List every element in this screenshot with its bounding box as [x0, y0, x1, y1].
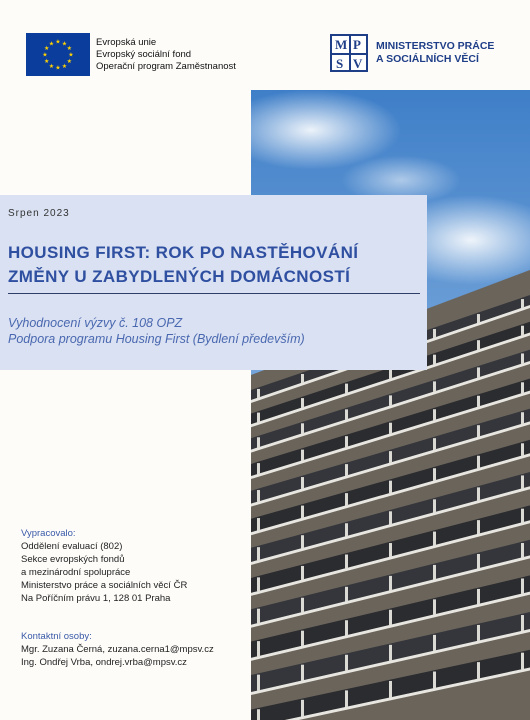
title-divider — [8, 293, 420, 294]
window-frame — [477, 554, 480, 569]
eu-flag-icon — [26, 33, 90, 76]
window-frame — [257, 389, 260, 398]
window-frame — [257, 413, 260, 423]
window-frame — [301, 665, 304, 681]
window-frame — [301, 423, 304, 433]
mpsv-mark-icon — [330, 34, 368, 72]
eu-line-1: Evropská unie — [96, 36, 157, 48]
report-subtitle — [8, 315, 305, 347]
eu-star-icon: ★ — [61, 41, 68, 48]
window-frame — [477, 456, 480, 469]
mpsv-mark-s: S — [336, 56, 344, 71]
window-frame — [345, 655, 348, 671]
window-frame — [345, 464, 348, 476]
window-frame — [389, 681, 392, 698]
window-frame — [345, 436, 348, 447]
window-frame — [389, 543, 392, 557]
window-frame — [433, 635, 436, 651]
window-frame — [345, 409, 348, 419]
window-frame — [477, 314, 480, 323]
window-frame — [389, 481, 392, 494]
window-frame — [257, 641, 260, 656]
eu-star-icon: ★ — [42, 52, 48, 59]
window-frame — [521, 615, 524, 631]
title-line-1: HOUSING FIRST: ROK PO NASTĚHOVÁNÍ — [8, 243, 359, 262]
window-frame — [301, 477, 304, 489]
window-frame — [345, 384, 348, 394]
mpsv-mark-v: V — [353, 56, 363, 71]
mpsv-logo — [330, 34, 494, 72]
window-frame — [345, 554, 348, 568]
window-frame — [345, 587, 348, 602]
window-frame — [433, 532, 436, 546]
window-frame — [477, 340, 480, 350]
window-frame — [257, 709, 260, 720]
report-date: Srpen 2023 — [8, 208, 70, 219]
eu-star-icon: ★ — [55, 65, 61, 72]
window-frame — [257, 518, 260, 531]
window-frame — [257, 577, 260, 591]
window-frame — [257, 547, 260, 560]
window-frame — [521, 653, 524, 670]
title-line-2: ZMĚNY U ZABYDLENÝCH DOMÁCNOSTÍ — [8, 267, 351, 286]
mpsv-mark-m: M — [335, 37, 348, 52]
window-frame — [521, 443, 524, 456]
window-frame — [301, 631, 304, 646]
mpsv-line-1: MINISTERSTVO PRÁCE — [376, 40, 495, 52]
window-frame — [477, 367, 480, 377]
window-frame — [389, 423, 392, 434]
prepared-line: a mezinárodní spolupráce — [21, 567, 131, 578]
contact-persons — [21, 630, 214, 669]
window-frame — [301, 700, 304, 717]
eu-star-icon: ★ — [48, 41, 55, 48]
window-frame — [257, 675, 260, 691]
contacts-label: Kontaktní osoby: — [21, 631, 92, 642]
window-frame — [477, 520, 480, 534]
window-frame — [257, 437, 260, 447]
window-frame — [389, 576, 392, 591]
window-frame — [521, 509, 524, 523]
mpsv-name — [376, 40, 494, 66]
eu-text — [96, 37, 236, 73]
prepared-line: Ministerstvo práce a sociálních věcí ČR — [21, 580, 188, 591]
eu-star-icon: ★ — [44, 59, 50, 66]
window-frame — [433, 381, 436, 391]
prepared-line: Oddělení evaluací (802) — [21, 541, 123, 552]
window-frame — [477, 662, 480, 679]
eu-line-3: Operační program Zaměstnanost — [96, 60, 236, 72]
window-frame — [521, 353, 524, 363]
window-frame — [521, 382, 524, 393]
window-frame — [301, 566, 304, 580]
window-frame — [521, 326, 524, 336]
window-frame — [345, 690, 348, 707]
window-frame — [521, 299, 524, 308]
window-frame — [521, 578, 524, 593]
building-photo — [251, 90, 530, 720]
window-frame — [477, 425, 480, 437]
window-frame — [301, 374, 304, 383]
window-frame — [301, 535, 304, 548]
window-frame — [433, 499, 436, 512]
window-frame — [433, 329, 436, 338]
eu-star-icon: ★ — [61, 63, 68, 70]
window-frame — [477, 396, 480, 407]
window-frame — [345, 620, 348, 635]
window-frame — [477, 589, 480, 604]
eu-star-icon: ★ — [66, 46, 72, 53]
mpsv-line-2: A SOCIÁLNÍCH VĚCÍ — [376, 53, 479, 65]
window-frame — [345, 523, 348, 536]
window-frame — [301, 598, 304, 613]
window-frame — [433, 599, 436, 614]
eu-logo — [26, 33, 236, 76]
window-frame — [345, 493, 348, 506]
eu-star-icon: ★ — [68, 52, 74, 59]
window-frame — [301, 398, 304, 408]
window-frame — [521, 475, 524, 488]
window-frame — [433, 409, 436, 420]
window-frame — [389, 369, 392, 379]
contact-line: Ing. Ondřej Vrba, ondrej.vrba@mpsv.cz — [21, 657, 187, 668]
title-panel — [0, 195, 427, 370]
window-frame — [433, 565, 436, 580]
window-frame — [389, 645, 392, 661]
window-frame — [433, 438, 436, 450]
window-frame — [477, 487, 480, 500]
contact-line: Mgr. Zuzana Černá, zuzana.cerna1@mpsv.cz — [21, 644, 214, 655]
window-frame — [433, 468, 436, 481]
window-frame — [389, 511, 392, 524]
window-frame — [477, 625, 480, 641]
window-frame — [433, 355, 436, 365]
prepared-line: Sekce evropských fondů — [21, 554, 125, 565]
prepared-by — [21, 527, 187, 605]
window-frame — [521, 543, 524, 558]
report-title — [8, 241, 418, 289]
window-frame — [521, 412, 524, 424]
window-frame — [389, 610, 392, 625]
eu-star-icon: ★ — [48, 63, 55, 70]
window-frame — [257, 463, 260, 474]
subtitle-line-1: Vyhodnocení výzvy č. 108 OPZ — [8, 316, 183, 330]
window-frame — [389, 395, 392, 405]
window-frame — [433, 672, 436, 689]
prepared-by-label: Vypracovalo: — [21, 528, 76, 539]
prepared-line: Na Poříčním právu 1, 128 01 Praha — [21, 593, 171, 604]
eu-star-icon: ★ — [66, 59, 72, 66]
eu-star-icon: ★ — [55, 39, 61, 46]
mpsv-mark-p: P — [353, 37, 361, 52]
window-frame — [301, 450, 304, 461]
window-frame — [257, 490, 260, 502]
window-frame — [389, 451, 392, 463]
window-frame — [257, 609, 260, 624]
window-frame — [301, 506, 304, 519]
subtitle-line-2: Podpora programu Housing First (Bydlení především) — [8, 332, 305, 346]
eu-star-icon: ★ — [44, 46, 50, 53]
eu-line-2: Evropský sociální fond — [96, 48, 192, 60]
